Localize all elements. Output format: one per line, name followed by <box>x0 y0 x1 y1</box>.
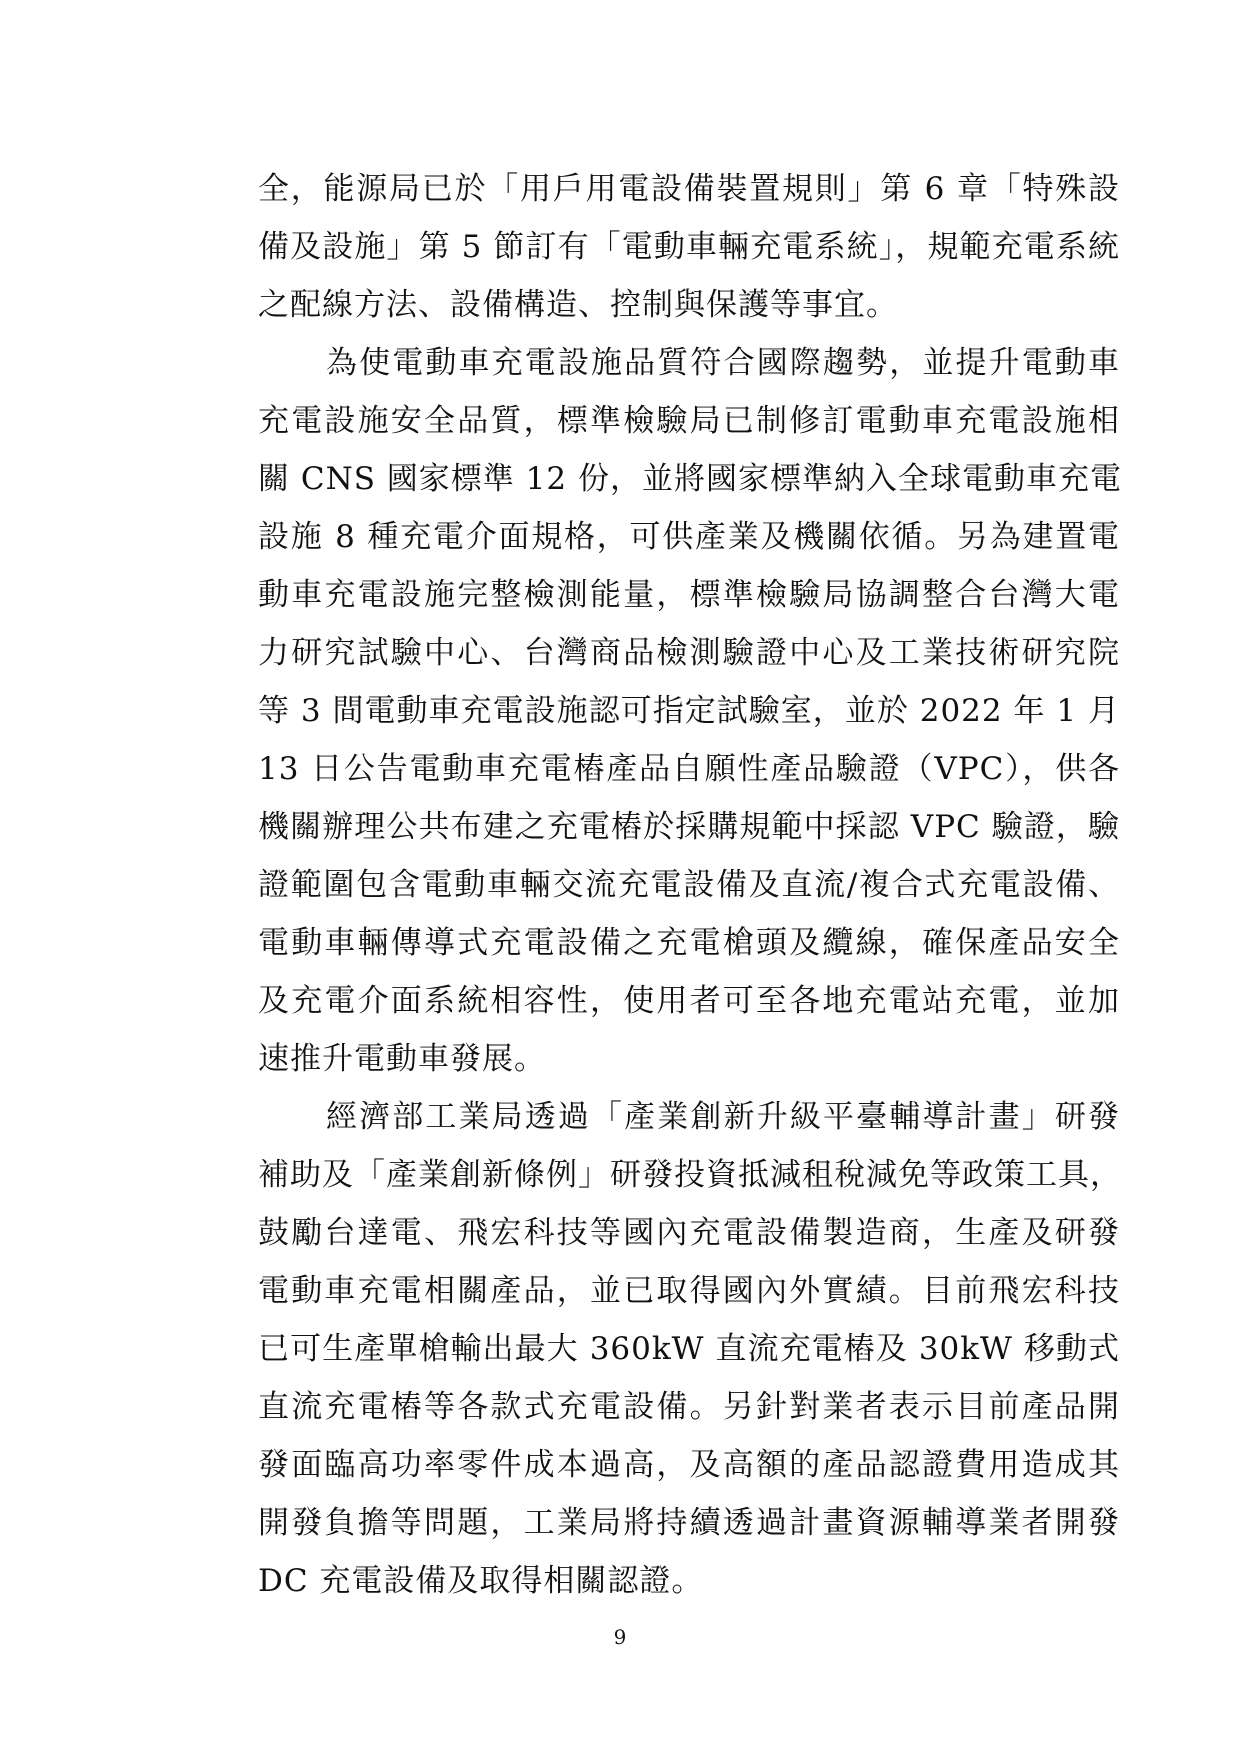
page-number: 9 <box>613 1625 627 1649</box>
text-line: 證範圍包含電動車輛交流充電設備及直流/複合式充電設備、 <box>258 867 1120 903</box>
text-line: 充電設施安全品質，標準檢驗局已制修訂電動車充電設施相 <box>258 403 1120 439</box>
text-line: 經濟部工業局透過「產業創新升級平臺輔導計畫」研發 <box>326 1099 1120 1135</box>
text-line: 13 日公告電動車充電樁產品自願性產品驗證（VPC），供各 <box>258 751 1120 787</box>
text-line: 為使電動車充電設施品質符合國際趨勢，並提升電動車 <box>326 345 1120 381</box>
text-line: 已可生產單槍輸出最大 360kW 直流充電樁及 30kW 移動式 <box>258 1331 1120 1367</box>
text-line: 開發負擔等問題，工業局將持續透過計畫資源輔導業者開發 <box>258 1505 1120 1541</box>
text-line: DC 充電設備及取得相關認證。 <box>258 1563 704 1599</box>
text-line: 機關辦理公共布建之充電樁於採購規範中採認 VPC 驗證，驗 <box>258 809 1120 845</box>
text-line: 力研究試驗中心、台灣商品檢測驗證中心及工業技術研究院 <box>258 635 1120 671</box>
text-line: 直流充電樁等各款式充電設備。另針對業者表示目前產品開 <box>258 1389 1120 1425</box>
text-line: 鼓勵台達電、飛宏科技等國內充電設備製造商，生產及研發 <box>258 1215 1120 1251</box>
text-line: 設施 8 種充電介面規格，可供產業及機關依循。另為建置電 <box>258 519 1120 555</box>
text-line: 電動車輛傳導式充電設備之充電槍頭及纜線，確保產品安全 <box>258 925 1120 961</box>
text-line: 等 3 間電動車充電設施認可指定試驗室，並於 2022 年 1 月 <box>258 693 1120 729</box>
text-line: 及充電介面系統相容性，使用者可至各地充電站充電，並加 <box>258 983 1120 1019</box>
paragraph-2 <box>258 334 1120 1088</box>
text-line: 之配線方法、設備構造、控制與保護等事宜。 <box>258 287 898 323</box>
text-line: 關 CNS 國家標準 12 份，並將國家標準納入全球電動車充電 <box>258 461 1122 497</box>
text-line: 補助及「產業創新條例」研發投資抵減租稅減免等政策工具， <box>258 1157 1122 1193</box>
text-line: 發面臨高功率零件成本過高，及高額的產品認證費用造成其 <box>258 1447 1120 1483</box>
text-line: 全，能源局已於「用戶用電設備裝置規則」第 6 章「特殊設 <box>258 171 1120 207</box>
paragraph-1 <box>258 160 1120 334</box>
paragraph-3 <box>258 1088 1120 1610</box>
text-line: 動車充電設施完整檢測能量，標準檢驗局協調整合台灣大電 <box>258 577 1120 613</box>
document-body <box>258 160 1120 1610</box>
text-line: 速推升電動車發展。 <box>258 1041 546 1077</box>
text-line: 備及設施」第 5 節訂有「電動車輛充電系統」，規範充電系統 <box>258 229 1120 265</box>
text-line: 電動車充電相關產品，並已取得國內外實績。目前飛宏科技 <box>258 1273 1120 1309</box>
